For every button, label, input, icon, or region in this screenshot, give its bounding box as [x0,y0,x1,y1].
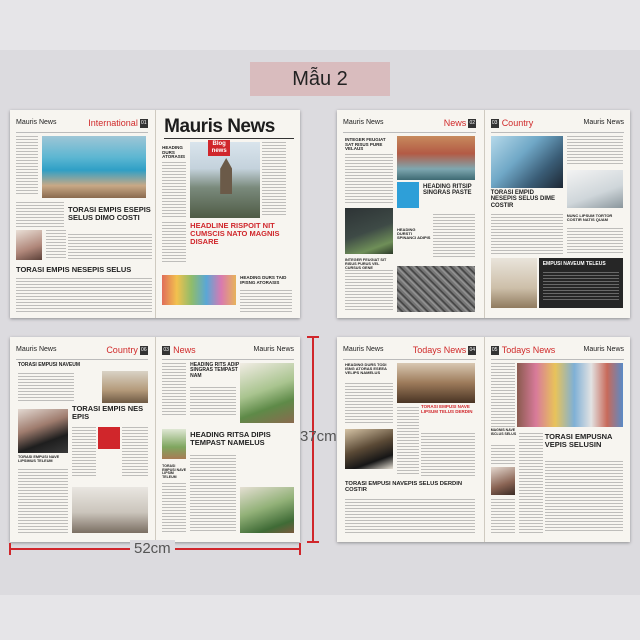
red-box [98,427,120,449]
brand-label: Mauris News [16,346,57,353]
top-heading: HEADING DURS TODI ISNG ATORAS ESEEA VELIPS NAMELUS [345,362,387,376]
brand-label: Mauris News [583,346,624,353]
small-heading: HEADING DURS TAID IPISNG ATORASIS [240,275,287,285]
page-number: 02 [469,120,476,126]
height-label: 37cm [300,428,337,445]
spread-3-left-page [10,337,154,542]
page-number: 05 [491,347,498,353]
hot-spring-photo [42,136,146,198]
interior-photo [102,371,148,403]
spread-1-right-page [156,110,300,318]
red-headline: TORASI EMPUSI NAVE LIPSUM TELUS DERDIN [421,404,473,414]
brand-label: Mauris News [583,119,624,126]
country-headline: TORASI EMPID NESEPIS SELUS DIME COSTIR [490,190,556,209]
mid-headline: HEADING RITSIP SINGRAS PASTE [423,184,472,197]
top-heading: TORASI EMPUSI NAVEUM [18,362,81,368]
spread-2-right-page [485,110,630,318]
template-title: Mẫu 2 [250,62,390,96]
right-caption: NUNC LIPSUM TORTOR COSTIR NATIS QUAM [566,213,613,223]
main-headline: HEADLINE RISPOIT NIT CUMSCIS NATO MAGNIS DISARE [190,221,280,246]
colorful-buildings-photo [517,363,623,427]
gadget-photo [567,170,623,208]
plant-pot-photo [162,429,186,459]
brand-label: Mauris News [343,119,384,126]
newspaper-spread-2 [337,110,630,318]
bottom-headline: TORASI EMPIS NESEPIS SELUS [16,265,132,274]
caption: TORASI EMPUSI NAVE LIPSIMUS TELEUM [18,455,60,463]
colorful-houses-photo [162,275,236,305]
newspaper-spread-1 [10,110,300,318]
brand-label: Mauris News [253,346,294,353]
texture-photo [397,266,475,312]
bottom-headline: TORASI EMPUSI NAVEPIS SELUS DERDIN COSTIR [345,481,463,494]
page-number: 03 [163,347,169,353]
spread-3-right-page [156,337,300,542]
canal-photo [397,136,475,180]
caption: INTEGER FEUGIAT SIT RISUS PURUS VEL CURSUS GENE [345,258,387,270]
piano-keys-photo [345,429,393,469]
plants-photo [345,208,393,254]
side-headline: TORASI EMPIS ESEPIS SELUS DIMO COSTI [68,205,151,222]
newspaper-spread-3 [10,337,300,542]
blog-badge: Blog news [208,140,230,156]
woman-photo [16,230,42,260]
right-headline: TORASI EMPUSNA VEPIS SELUSIN [544,432,613,449]
brand-label: Mauris News [343,346,384,353]
section-label: International [88,118,138,128]
small-heading: HEADING DURSTI SPINANCI ADIPIS [397,227,431,241]
column-heading: HEADING DURS ATORASIS [162,145,186,160]
masthead: Mauris News [164,116,275,137]
section-label: Todays News [501,345,556,355]
caption: MAGNIS NAVE ISCLUS SELUS [490,428,517,436]
spread-4-right-page [485,337,630,542]
section-label: Country [106,345,138,355]
page-number: 01 [141,120,147,126]
smartwatch-photo [491,136,563,188]
section-label: Todays News [412,345,467,355]
news-headline: HEADING RITSA DIPIS TEMPAST NAMELUS [190,430,271,447]
shelf-plants-photo [240,363,294,423]
piano-photo [18,409,68,453]
section-label: News [443,118,467,128]
top-headline: INTEGER FEUGIAT SAT RISUS PURE VELAUS [345,137,386,152]
page-number: 03 [491,120,498,126]
woman-portrait-photo [491,467,515,495]
blue-box [397,182,419,208]
plant-vase-photo [491,258,537,308]
top-heading: HEADING RITS ADIP SINGRAS TEMPAST NAM [190,362,240,379]
newspaper-spread-4 [337,337,630,542]
width-label: 52cm [130,540,175,557]
page-number: 06 [141,347,147,353]
section-label: News [173,345,196,355]
page-number: 04 [469,347,476,353]
brand-label: Mauris News [16,119,57,126]
dark-box-title: EMPUSI NAVEUM TELEUS [542,261,606,267]
spread-2-left-page [337,110,482,318]
indoor-plants-photo [240,487,294,533]
chess-photo [397,363,475,403]
living-room-photo [72,487,148,533]
caption: TORASI EMPUSI NAVE LIPSIM TELEUM [162,464,187,480]
country-headline: TORASI EMPIS NES EPIS [72,404,144,421]
spread-4-left-page [337,337,482,542]
section-label: Country [501,118,534,128]
spread-1-left-page [10,110,154,318]
